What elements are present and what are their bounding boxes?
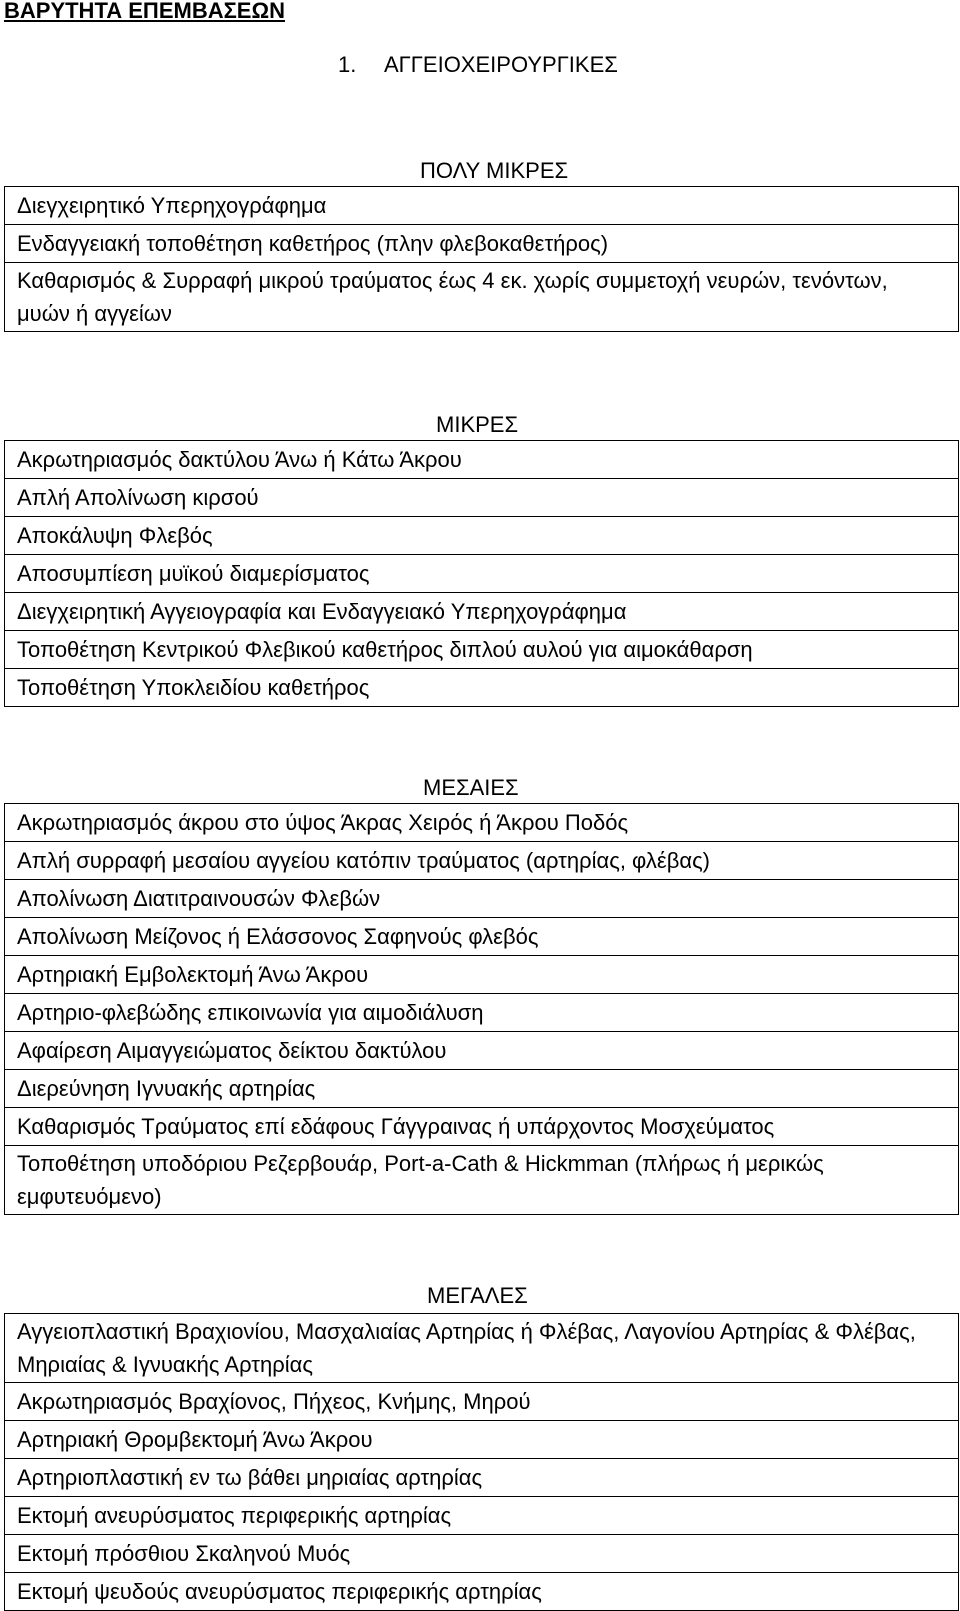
- section-title: ΑΓΓΕΙΟΧΕΙΡΟΥΡΓΙΚΕΣ: [384, 52, 618, 77]
- document-title: ΒΑΡΥΤΗΤΑ ΕΠΕΜΒΑΣΕΩΝ: [4, 0, 285, 23]
- table-row: Ενδαγγειακή τοποθέτηση καθετήρος (πλην φλεβοκαθετήρος): [5, 225, 958, 263]
- table-row: Αφαίρεση Αιμαγγειώματος δείκτου δακτύλου: [5, 1032, 958, 1070]
- table-row: Ακρωτηριασμός δακτύλου Άνω ή Κάτω Άκρου: [5, 441, 958, 479]
- table-row: Απλή Απολίνωση κιρσού: [5, 479, 958, 517]
- table-row: Καθαρισμός & Συρραφή μικρού τραύματος έως 4 εκ. χωρίς συμμετοχή νευρών, τενόντων, μυών ή αγγείων: [17, 268, 888, 326]
- table-row: Εκτομή ψευδούς ανευρύσματος περιφερικής αρτηρίας: [17, 1579, 542, 1604]
- table-row: Τοποθέτηση Υποκλειδίου καθετήρος: [17, 675, 370, 700]
- category-table-large: [4, 1313, 959, 1611]
- table-row: Απλή συρραφή μεσαίου αγγείου κατόπιν τραύματος (αρτηρίας, φλέβας): [5, 842, 958, 880]
- category-table-medium: [4, 803, 959, 1215]
- table-row: Ακρωτηριασμός άκρου στο ύψος Άκρας Χειρός ή Άκρου Ποδός: [5, 804, 958, 842]
- table-row: Αρτηριακή Εμβολεκτομή Άνω Άκρου: [5, 956, 958, 994]
- category-title-medium: ΜΕΣΑΙΕΣ: [423, 775, 519, 800]
- category-title-large: ΜΕΓΑΛΕΣ: [427, 1283, 528, 1308]
- table-row: Τοποθέτηση Κεντρικού Φλεβικού καθετήρος διπλού αυλού για αιμοκάθαρση: [5, 631, 958, 669]
- category-title-small: ΜΙΚΡΕΣ: [436, 412, 519, 437]
- category-title-very-small: ΠΟΛΥ ΜΙΚΡΕΣ: [420, 158, 569, 183]
- table-row: Αρτηριο-φλεβώδης επικοινωνία για αιμοδιάλυση: [5, 994, 958, 1032]
- table-row: Αγγειοπλαστική Βραχιονίου, Μασχαλιαίας Αρτηρίας ή Φλέβας, Λαγονίου Αρτηρίας & Φλέβας, Μηριαίας & Ιγνυακής Αρτηρίας: [5, 1314, 958, 1383]
- table-row: Τοποθέτηση υποδόριου Ρεζερβουάρ, Port-a-Cath & Hickmman (πλήρως ή μερικώς εμφυτευόμενο): [17, 1151, 824, 1209]
- table-row: Καθαρισμός Τραύματος επί εδάφους Γάγγραινας ή υπάρχοντος Μοσχεύματος: [5, 1108, 958, 1146]
- table-row: Αρτηριακή Θρομβεκτομή Άνω Άκρου: [5, 1421, 958, 1459]
- table-row: Αποκάλυψη Φλεβός: [5, 517, 958, 555]
- section-heading: [338, 52, 618, 78]
- section-number: 1.: [338, 52, 357, 77]
- table-row: Διεγχειρητικό Υπερηχογράφημα: [5, 187, 958, 225]
- table-row: Διερεύνηση Ιγνυακής αρτηρίας: [5, 1070, 958, 1108]
- category-table-small: [4, 440, 959, 707]
- table-row: Ακρωτηριασμός Βραχίονος, Πήχεος, Κνήμης, Μηρού: [5, 1383, 958, 1421]
- table-row: Αρτηριοπλαστική εν τω βάθει μηριαίας αρτηρίας: [5, 1459, 958, 1497]
- table-row: Εκτομή πρόσθιου Σκαληνού Μυός: [5, 1535, 958, 1573]
- table-row: Εκτομή ανευρύσματος περιφερικής αρτηρίας: [5, 1497, 958, 1535]
- table-row: Απολίνωση Μείζονος ή Ελάσσονος Σαφηνούς φλεβός: [5, 918, 958, 956]
- table-row: Αποσυμπίεση μυϊκού διαμερίσματος: [5, 555, 958, 593]
- category-table-very-small: [4, 186, 959, 332]
- table-row: Απολίνωση Διατιτραινουσών Φλεβών: [5, 880, 958, 918]
- table-row: Διεγχειρητική Αγγειογραφία και Ενδαγγειακό Υπερηχογράφημα: [5, 593, 958, 631]
